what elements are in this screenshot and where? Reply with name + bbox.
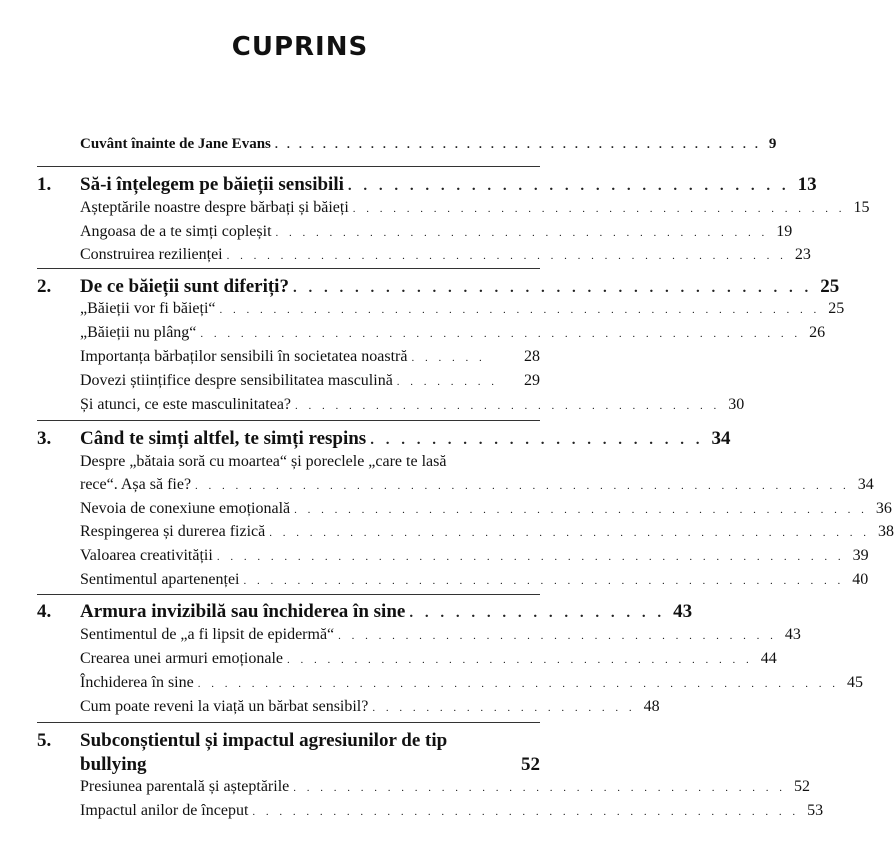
section-page: 25: [828, 300, 845, 317]
separator: [37, 420, 540, 421]
chapter-number: 5.: [37, 730, 52, 751]
toc-section[interactable]: [80, 778, 810, 796]
chapter-number: 1.: [37, 174, 52, 195]
toc-section[interactable]: [80, 626, 801, 644]
dot-leader: . . . . . . . . . . . . . . . . . . . .: [372, 702, 636, 714]
section-label-line2: rece“. Așa să fie?: [80, 476, 192, 493]
section-label: Construirea rezilienței: [80, 246, 223, 263]
chapter-number: 2.: [37, 276, 52, 297]
dot-leader: . . . . . . . . . . . . . . . . . . . . . . . . . . . . . . . . . . . . .: [352, 203, 846, 215]
toc-section[interactable]: [80, 523, 894, 541]
section-page: 40: [852, 571, 869, 588]
toc-section[interactable]: [80, 650, 777, 668]
toc-section[interactable]: [80, 674, 863, 692]
chapter-title: Armura invizibilă sau închiderea în sine: [80, 601, 406, 622]
section-label: Valoarea creativității: [80, 547, 213, 564]
section-page: 15: [853, 199, 870, 216]
dot-leader: . . . . . . . . . . . . . . . . . . . . . . . . . . . . . . . .: [295, 400, 721, 412]
toc-intro[interactable]: [80, 136, 777, 153]
section-label: Cum poate reveni la viață un bărbat sensibil?: [80, 698, 369, 715]
section-label: Impactul anilor de început: [80, 802, 249, 819]
section-page: 45: [846, 674, 863, 691]
dot-leader: . . . . . . . . . . . . . . . . . . . . . . . . . . . . . . . . . . . . . . . . . . . . .: [219, 304, 821, 316]
chapter-number: 4.: [37, 601, 52, 622]
section-label: Presiunea parentală și așteptările: [80, 778, 290, 795]
toc-chapter-5-line2[interactable]: [80, 754, 540, 776]
dot-leader: . . . . . . . . . . . . . . . . . . . . . .: [370, 432, 704, 448]
dot-leader: . . . . . . . . . . . . . . . . . . . . . . . . . . . . . . . . . . . . . . . . . . .: [294, 504, 868, 516]
toc-section[interactable]: [80, 802, 824, 820]
chapter-title: Când te simți altfel, te simți respins: [80, 428, 367, 449]
section-label: „Băieții nu plâng“: [80, 324, 197, 341]
toc-section[interactable]: [80, 547, 869, 565]
toc-section[interactable]: [80, 223, 793, 241]
toc-section[interactable]: [80, 500, 892, 518]
toc-chapter-5[interactable]: [37, 730, 448, 752]
dot-leader: [151, 758, 513, 775]
toc-section[interactable]: [80, 571, 869, 589]
section-page: 48: [643, 698, 660, 715]
dot-leader: . . . . . . . . . . . . . . . . . . . . . . . . . . . . . . . . . . . . . . . . . .: [226, 250, 787, 262]
chapter-number: 3.: [37, 428, 52, 449]
chapter-page: 13: [797, 174, 817, 195]
toc-section[interactable]: [80, 300, 845, 318]
section-label: Crearea unei armuri emoționale: [80, 650, 284, 667]
dot-leader: . . . . . . . . . . . . . . . . .: [409, 605, 666, 621]
chapter-title: De ce băieții sunt diferiți?: [80, 276, 289, 297]
toc-section[interactable]: [80, 199, 870, 217]
dot-leader: . . . . . . . . . . . . . . . . . . . . . . . . . . . . . . . . . . . . . . . . . . . . .: [200, 328, 802, 340]
section-page: 23: [794, 246, 811, 263]
dot-leader: . . . . . . . . . . . . . . . . . . . . . . . . . . . . . . . . . . . . . . . . . . . . . . . .: [197, 678, 839, 690]
section-page: 29: [524, 372, 540, 389]
section-page: 52: [794, 778, 810, 795]
dot-leader: . . . . . . . . . . . . . . . . . . . . . . . . . . . . . . . . . . . . . . . . .: [274, 137, 761, 151]
section-page: 26: [809, 324, 826, 341]
section-page: 34: [857, 476, 874, 493]
toc-section[interactable]: [80, 324, 826, 342]
separator: [37, 166, 540, 167]
separator: [37, 722, 540, 723]
toc-chapter-2[interactable]: [37, 276, 840, 298]
toc-section[interactable]: [80, 348, 540, 366]
dot-leader: . . . . . . . . . . . . . . . . . . . . . . . . . . . . . . . . . . . . . . . . . . . . .: [243, 575, 845, 587]
dot-leader: . . . . . . . . . . . . . . . . . . . . . . . . . . . . . . . . . . . . .: [293, 782, 786, 794]
chapter-title-line1: Subconștientul și impactul agresiunilor de tip: [80, 730, 448, 751]
chapter-title: Să-i înțelegem pe băieții sensibili: [80, 174, 344, 195]
toc-section[interactable]: [80, 698, 660, 716]
dot-leader: . . . . . . . .: [396, 376, 499, 388]
section-page: 38: [877, 523, 894, 540]
dot-leader: . . . . . . . . . . . . . . . . . . . . . . . . . . . . . . . . . . . . . . . . .: [252, 806, 800, 818]
chapter-title-line2: bullying: [80, 754, 147, 775]
section-label: Angoasa de a te simți copleșit: [80, 223, 272, 240]
section-label: Dovezi științifice despre sensibilitatea masculină: [80, 372, 393, 389]
dot-leader: . . . . . . . . . . . . . . . . . . . . . . . . . . . . . . . . . . .: [287, 654, 753, 666]
toc-chapter-4[interactable]: [37, 601, 693, 623]
section-page: 53: [807, 802, 824, 819]
dot-leader: . . . . . . . . . . . . . . . . . . . . . . . . . . . . . . . . . .: [292, 280, 813, 296]
toc-section[interactable]: [80, 246, 811, 264]
toc-chapter-3[interactable]: [37, 428, 731, 450]
dot-leader: . . . . . . . . . . . . . . . . . . . . . . . . . . . . . . . . . . . . .: [275, 227, 769, 239]
toc-section[interactable]: [80, 372, 540, 390]
dot-leader: . . . . . . . . . . . . . . . . . . . . . . . . . . . . . . . . . . . . . . . . . . . . .: [269, 527, 870, 539]
section-label-line1: Despre „bătaia soră cu moartea“ și poreclele „care te lasă: [80, 453, 447, 470]
chapter-page: 25: [820, 276, 840, 297]
toc-chapter-1[interactable]: [37, 174, 817, 196]
dot-leader: . . . . . .: [411, 352, 486, 364]
section-label: „Băieții vor fi băieți“: [80, 300, 216, 317]
section-label: Sentimentul apartenenței: [80, 571, 240, 588]
section-label: Nevoia de conexiune emoțională: [80, 500, 291, 517]
toc-section[interactable]: [80, 476, 874, 494]
chapter-page: 34: [711, 428, 731, 449]
intro-label: Cuvânt înainte de Jane Evans: [80, 136, 271, 152]
dot-leader: . . . . . . . . . . . . . . . . . . . . . . . . . . . . . . . . . . . . . . . . . . . . . . .: [216, 551, 845, 563]
section-page: 19: [776, 223, 793, 240]
chapter-page: 43: [673, 601, 693, 622]
dot-leader: . . . . . . . . . . . . . . . . . . . . . . . . . . . . . . . . . . . . . . . . . . . . . . . . .: [195, 480, 850, 492]
section-page: 39: [852, 547, 869, 564]
separator: [37, 268, 540, 269]
dot-leader: . . . . . . . . . . . . . . . . . . . . . . . . . . . . .: [347, 178, 790, 194]
section-label: Și atunci, ce este masculinitatea?: [80, 396, 292, 413]
intro-page: 9: [768, 136, 777, 152]
toc-section[interactable]: [80, 396, 745, 414]
section-label: Așteptările noastre despre bărbați și băieți: [80, 199, 349, 216]
section-label: Sentimentul de „a fi lipsit de epidermă“: [80, 626, 335, 643]
page-title: CUPRINS: [231, 32, 369, 62]
section-page: 43: [784, 626, 801, 643]
dot-leader: . . . . . . . . . . . . . . . . . . . . . . . . . . . . . . . . .: [338, 630, 777, 642]
section-page: 28: [524, 348, 540, 365]
section-page: 36: [875, 500, 892, 517]
section-label: Închiderea în sine: [80, 674, 194, 691]
section-label: Importanța bărbaților sensibili în societatea noastră: [80, 348, 408, 365]
separator: [37, 594, 540, 595]
chapter-page: 52: [521, 754, 540, 775]
section-page: 30: [728, 396, 745, 413]
section-page: 44: [760, 650, 777, 667]
section-label: Respingerea și durerea fizică: [80, 523, 266, 540]
